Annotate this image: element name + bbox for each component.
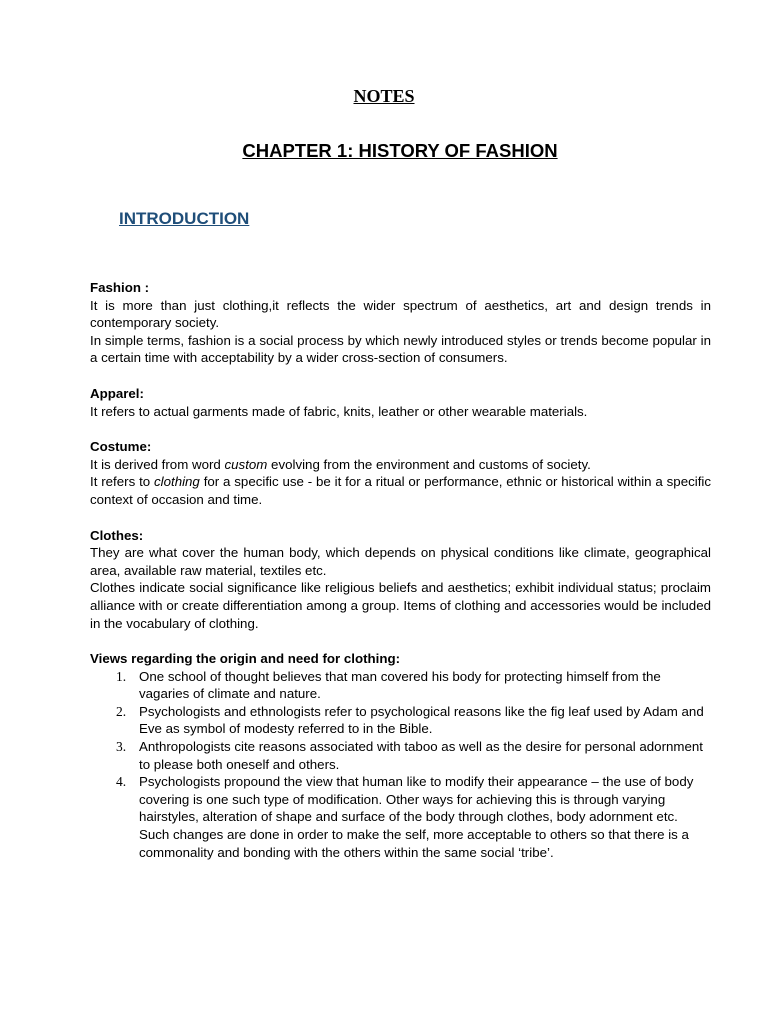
list-item <box>90 703 711 738</box>
list-item-text: Anthropologists cite reasons associated with taboo as well as the desire for personal adornment to please both oneself and others. <box>139 739 703 772</box>
list-item-text: One school of thought believes that man covered his body for protecting himself from the vagaries of climate and nature. <box>139 668 661 702</box>
clothes-heading: Clothes: <box>90 527 144 543</box>
list-item <box>90 738 711 773</box>
views-list <box>90 668 711 862</box>
views-section <box>90 650 711 861</box>
apparel-paragraph: It refers to actual garments made of fabric, knits, leather or other wearable materials. <box>90 403 588 419</box>
costume-paragraph-1 <box>90 456 711 474</box>
fashion-paragraph-1: It is more than just clothing,it reflects the wider spectrum of aesthetics, art and design trends in contemporary society. <box>90 297 711 331</box>
notes-title: NOTES <box>353 86 415 106</box>
costume-p1-text-before: It is derived from word <box>90 456 225 472</box>
views-heading: Views regarding the origin and need for clothing: <box>90 651 401 667</box>
list-item-text: Psychologists propound the view that human like to modify their appearance – the use of body covering is one such type of modification. Other ways for achieving this is through varying hairstyles, alteration of shape and surface of the body through clothes, body adornment etc. Such changes are done in order to make the self, more acceptable to others so that there is a commonality and bonding with the others within the same social ‘tribe’. <box>139 774 694 860</box>
fashion-heading: Fashion : <box>90 280 150 295</box>
chapter-title: CHAPTER 1: HISTORY OF FASHION <box>242 140 558 161</box>
apparel-section <box>90 385 711 420</box>
list-item <box>90 668 711 703</box>
list-item-number: 4. <box>116 774 127 790</box>
apparel-heading: Apparel: <box>90 385 144 401</box>
costume-p1-text-after: evolving from the environment and customs of society. <box>267 456 591 472</box>
list-item-number: 2. <box>116 703 127 719</box>
list-item-number: 3. <box>116 739 127 755</box>
clothes-paragraph-1: They are what cover the human body, which depends on physical conditions like climate, geographical area, available raw material, textiles etc. <box>90 545 711 578</box>
costume-heading: Costume: <box>90 439 152 455</box>
costume-paragraph-2 <box>90 473 711 508</box>
list-item <box>90 773 711 861</box>
clothes-paragraph-2: Clothes indicate social significance like religious beliefs and aesthetics; exhibit individual status; proclaim alliance with or create differentiation among a group. Items of clothing and accessories would be included in the vocabulary of clothing. <box>90 580 711 631</box>
fashion-section <box>90 279 711 367</box>
costume-p2-italic: clothing <box>154 474 200 490</box>
costume-p2-text-before: It refers to <box>90 474 154 490</box>
introduction-heading: INTRODUCTION <box>119 209 250 228</box>
document-body <box>90 279 711 861</box>
costume-p1-italic: custom <box>224 456 268 472</box>
clothes-section <box>90 527 711 633</box>
costume-p2-text-after: for a specific use - be it for a ritual or performance, ethnic or historical within a specific context of occasion and time. <box>90 474 711 507</box>
list-item-number: 1. <box>116 668 127 684</box>
list-item-text: Psychologists and ethnologists refer to psychological reasons like the fig leaf used by Adam and Eve as symbol of modesty referred to in the Bible. <box>139 703 704 737</box>
costume-section <box>90 438 711 508</box>
fashion-paragraph-2: In simple terms, fashion is a social process by which newly introduced styles or trends become popular in a certain time with acceptability by a wider cross-section of consumers. <box>90 332 711 366</box>
